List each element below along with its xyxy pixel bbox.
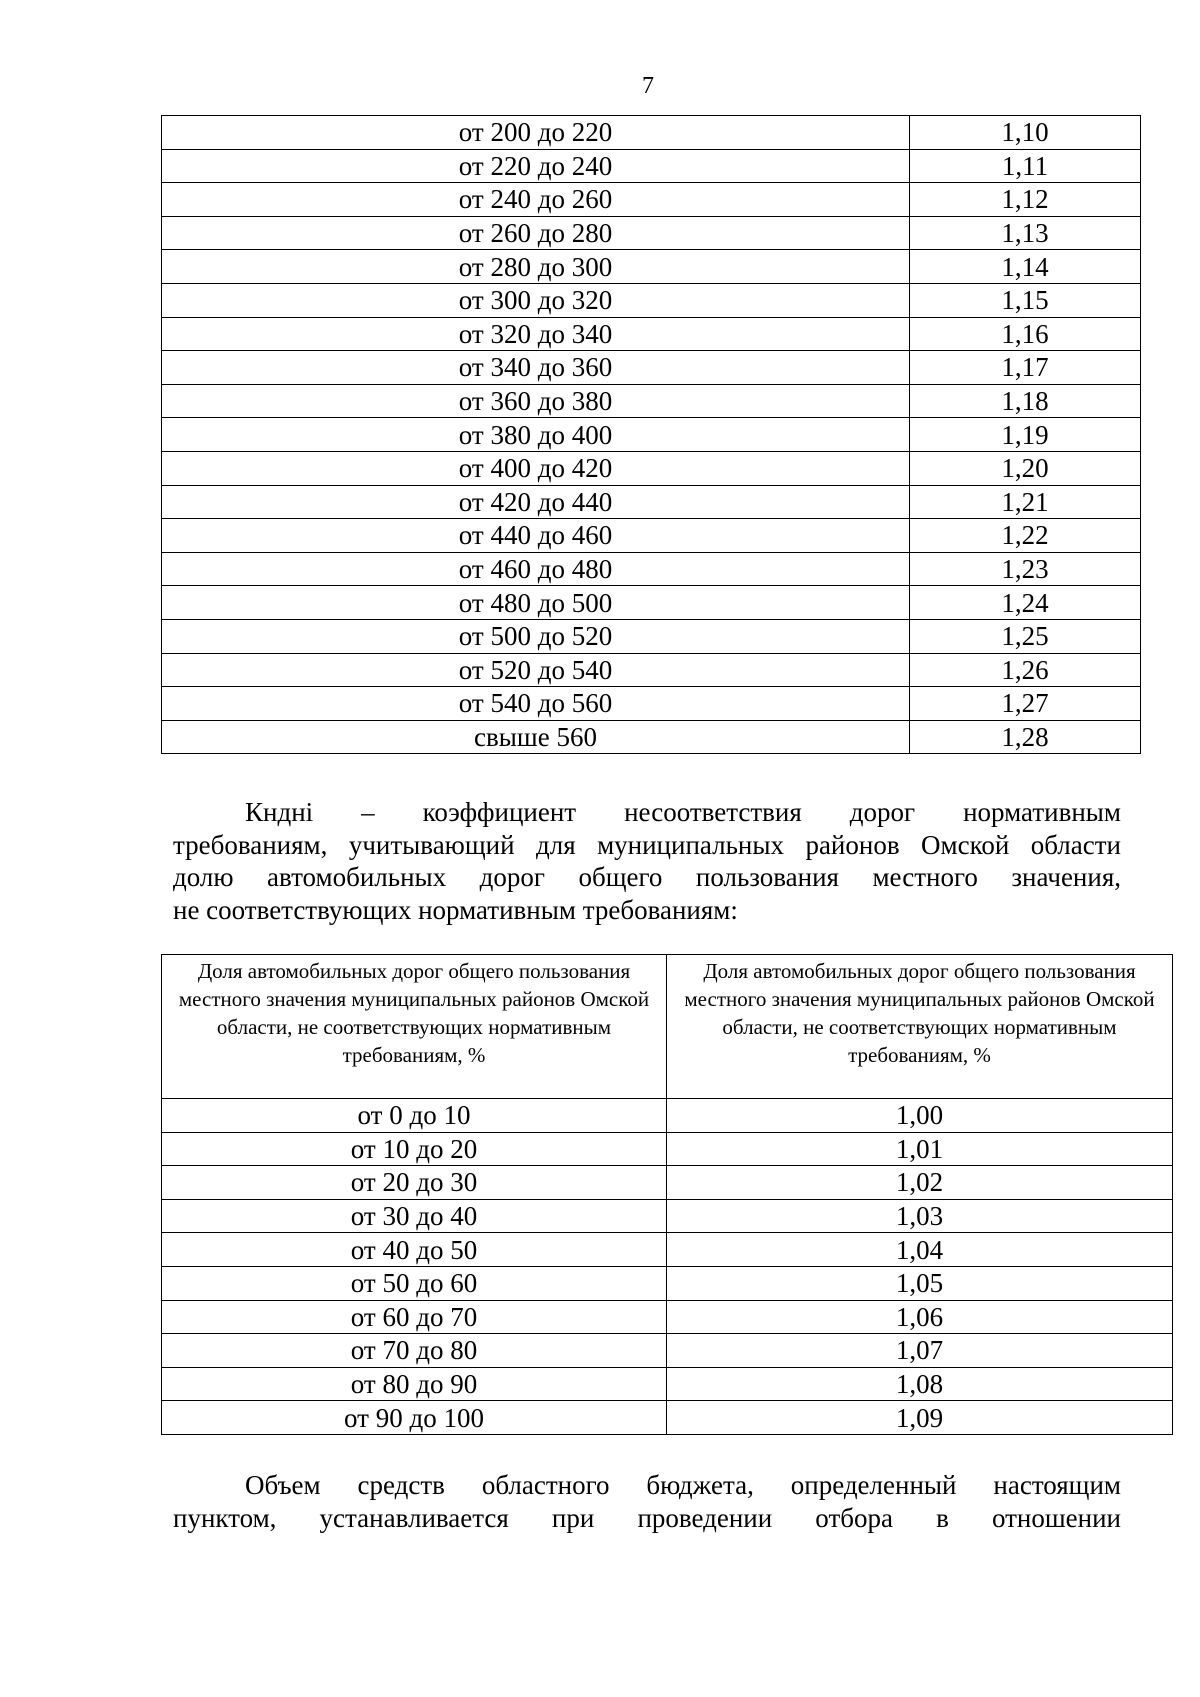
paragraph-line: пунктом, устанавливается при проведении отбора в отношении <box>173 1502 1121 1533</box>
coefficient-cell: 1,16 <box>910 317 1141 351</box>
coefficient-cell: 1,09 <box>667 1401 1173 1435</box>
table-row <box>162 149 1141 183</box>
paragraph-kndnti-definition <box>173 796 1121 926</box>
coefficient-cell: 1,18 <box>910 384 1141 418</box>
table-row <box>162 283 1141 317</box>
coefficient-cell: 1,02 <box>667 1166 1173 1200</box>
coefficient-cell: 1,28 <box>910 720 1141 754</box>
range-cell: от 260 до 280 <box>162 216 910 250</box>
table-row <box>162 250 1141 284</box>
table-header-row <box>162 955 1173 1099</box>
range-cell: от 70 до 80 <box>162 1334 667 1368</box>
coefficient-table-nonconforming-roads <box>161 954 1173 1435</box>
table-row <box>162 1367 1173 1401</box>
range-cell: от 500 до 520 <box>162 619 910 653</box>
range-cell: от 40 до 50 <box>162 1233 667 1267</box>
range-cell: от 50 до 60 <box>162 1266 667 1300</box>
coefficient-cell: 1,01 <box>667 1132 1173 1166</box>
table-row <box>162 1132 1173 1166</box>
range-cell: от 10 до 20 <box>162 1132 667 1166</box>
table-row <box>162 586 1141 620</box>
coefficient-cell: 1,05 <box>667 1266 1173 1300</box>
table-header-cell: Доля автомобильных дорог общего пользования местного значения муниципальных районов Омской области, не соответствующих нормативным требованиям, % <box>667 955 1173 1099</box>
coefficient-cell: 1,25 <box>910 619 1141 653</box>
range-cell: от 60 до 70 <box>162 1300 667 1334</box>
coefficient-cell: 1,20 <box>910 451 1141 485</box>
range-cell: от 440 до 460 <box>162 519 910 553</box>
table-row <box>162 1233 1173 1267</box>
coefficient-table-length <box>161 115 1141 754</box>
table-row <box>162 216 1141 250</box>
coefficient-cell: 1,15 <box>910 283 1141 317</box>
table-row <box>162 116 1141 150</box>
coefficient-cell: 1,10 <box>910 116 1141 150</box>
table-row <box>162 1199 1173 1233</box>
coefficient-cell: 1,13 <box>910 216 1141 250</box>
coefficient-cell: 1,24 <box>910 586 1141 620</box>
paragraph-budget-volume <box>173 1469 1121 1534</box>
range-cell: от 420 до 440 <box>162 485 910 519</box>
table-row <box>162 351 1141 385</box>
table-row <box>162 384 1141 418</box>
coefficient-cell: 1,03 <box>667 1199 1173 1233</box>
range-cell: от 0 до 10 <box>162 1099 667 1133</box>
page-number: 7 <box>642 73 654 99</box>
range-cell: от 20 до 30 <box>162 1166 667 1200</box>
range-cell: от 30 до 40 <box>162 1199 667 1233</box>
range-cell: от 320 до 340 <box>162 317 910 351</box>
range-cell: от 300 до 320 <box>162 283 910 317</box>
coefficient-cell: 1,04 <box>667 1233 1173 1267</box>
coefficient-cell: 1,06 <box>667 1300 1173 1334</box>
paragraph-line: требованиям, учитывающий для муниципальных районов Омской области <box>173 829 1121 860</box>
table-row <box>162 1166 1173 1200</box>
range-cell: от 80 до 90 <box>162 1367 667 1401</box>
table-row <box>162 451 1141 485</box>
coefficient-cell: 1,22 <box>910 519 1141 553</box>
coefficient-cell: 1,12 <box>910 183 1141 217</box>
table-row <box>162 418 1141 452</box>
coefficient-cell: 1,17 <box>910 351 1141 385</box>
range-cell: от 380 до 400 <box>162 418 910 452</box>
table-row <box>162 183 1141 217</box>
paragraph-line: долю автомобильных дорог общего пользования местного значения, <box>173 862 1121 892</box>
range-cell: от 200 до 220 <box>162 116 910 150</box>
table-row <box>162 552 1141 586</box>
table-row <box>162 1300 1173 1334</box>
range-cell: от 360 до 380 <box>162 384 910 418</box>
table-row <box>162 1099 1173 1133</box>
table-header-cell: Доля автомобильных дорог общего пользования местного значения муниципальных районов Омской области, не соответствующих нормативным требованиям, % <box>162 955 667 1099</box>
coefficient-cell: 1,07 <box>667 1334 1173 1368</box>
range-cell: свыше 560 <box>162 720 910 754</box>
coefficient-cell: 1,11 <box>910 149 1141 183</box>
range-cell: от 460 до 480 <box>162 552 910 586</box>
table-row <box>162 720 1141 754</box>
paragraph-line: не соответствующих нормативным требованиям: <box>173 894 738 925</box>
table-row <box>162 1401 1173 1435</box>
range-cell: от 220 до 240 <box>162 149 910 183</box>
range-cell: от 540 до 560 <box>162 687 910 721</box>
coefficient-cell: 1,27 <box>910 687 1141 721</box>
paragraph-line: Объем средств областного бюджета, определенный настоящим <box>245 1470 1121 1500</box>
paragraph-line: Кндні – коэффициент несоответствия дорог нормативным <box>245 797 1121 827</box>
coefficient-cell: 1,19 <box>910 418 1141 452</box>
table-row <box>162 687 1141 721</box>
table-row <box>162 1334 1173 1368</box>
range-cell: от 90 до 100 <box>162 1401 667 1435</box>
table-row <box>162 317 1141 351</box>
table-row <box>162 619 1141 653</box>
range-cell: от 340 до 360 <box>162 351 910 385</box>
coefficient-cell: 1,21 <box>910 485 1141 519</box>
range-cell: от 280 до 300 <box>162 250 910 284</box>
table-row <box>162 1266 1173 1300</box>
table-row <box>162 653 1141 687</box>
table-row <box>162 485 1141 519</box>
table-row <box>162 519 1141 553</box>
coefficient-cell: 1,08 <box>667 1367 1173 1401</box>
coefficient-cell: 1,00 <box>667 1099 1173 1133</box>
coefficient-cell: 1,26 <box>910 653 1141 687</box>
coefficient-cell: 1,14 <box>910 250 1141 284</box>
range-cell: от 240 до 260 <box>162 183 910 217</box>
range-cell: от 400 до 420 <box>162 451 910 485</box>
range-cell: от 520 до 540 <box>162 653 910 687</box>
range-cell: от 480 до 500 <box>162 586 910 620</box>
coefficient-cell: 1,23 <box>910 552 1141 586</box>
